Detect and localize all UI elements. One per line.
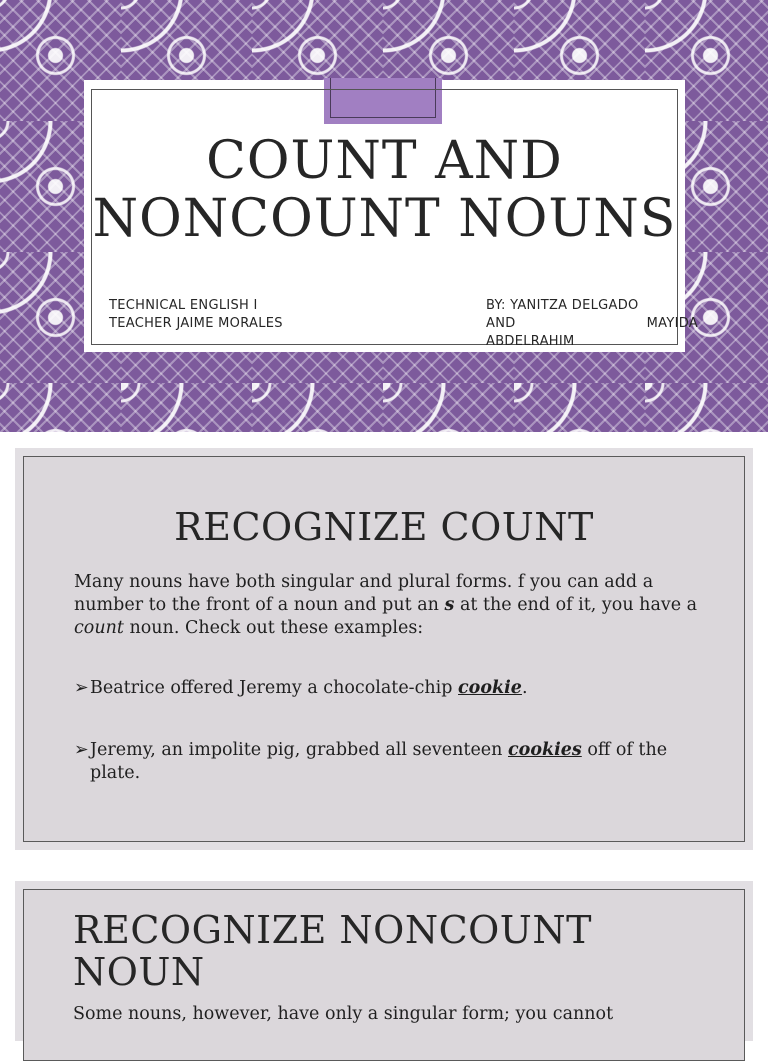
title-slide — [0, 0, 768, 432]
text-run: Jeremy, an impolite pig, grabbed all seventeen — [90, 740, 508, 760]
authors-line-1: BY: YANITZA DELGADO — [486, 298, 639, 313]
text-run: . — [521, 678, 528, 698]
emphasis-s: s — [444, 595, 455, 615]
emphasis-count: count — [74, 618, 124, 638]
highlight-cookie: cookie — [458, 678, 522, 698]
slide-heading: RECOGNIZE NONCOUNT NOUN — [73, 908, 592, 994]
text-run: Many nouns have both singular and plural forms. f you can add a number to the front of a noun and put an — [74, 572, 654, 615]
slide-frame — [23, 456, 745, 842]
text-run: at the end of it, you have a — [454, 595, 698, 615]
count-explanation — [74, 571, 704, 640]
example-bullet-1 — [74, 677, 720, 700]
recognize-noncount-slide — [15, 881, 753, 1041]
authors — [486, 297, 698, 351]
text-run: Beatrice offered Jeremy a chocolate-chip — [90, 678, 459, 698]
text-run: noun. Check out these examples: — [123, 618, 424, 638]
presentation-title: COUNT AND NONCOUNT NOUNS — [92, 131, 677, 249]
highlight-cookies: cookies — [508, 740, 582, 760]
course-and-teacher: TECHNICAL ENGLISH I TEACHER JAIME MORALES — [109, 298, 283, 331]
text-run: off of the plate. — [90, 740, 668, 783]
recognize-count-slide — [15, 448, 753, 850]
title-card — [84, 80, 698, 352]
slide-heading: RECOGNIZE COUNT — [174, 505, 594, 549]
noncount-explanation: Some nouns, however, have only a singular form; you cannot — [73, 1004, 614, 1024]
authors-mayida: MAYIDA — [646, 316, 698, 331]
example-bullet-2 — [74, 739, 720, 785]
arrow-bullet-icon: ➢ — [74, 678, 89, 698]
authors-line-2 — [486, 315, 698, 333]
authors-and: AND — [486, 316, 516, 331]
title-card-frame — [91, 89, 698, 349]
arrow-bullet-icon: ➢ — [74, 740, 89, 760]
authors-line-3: ABDELRAHIM — [486, 334, 575, 349]
